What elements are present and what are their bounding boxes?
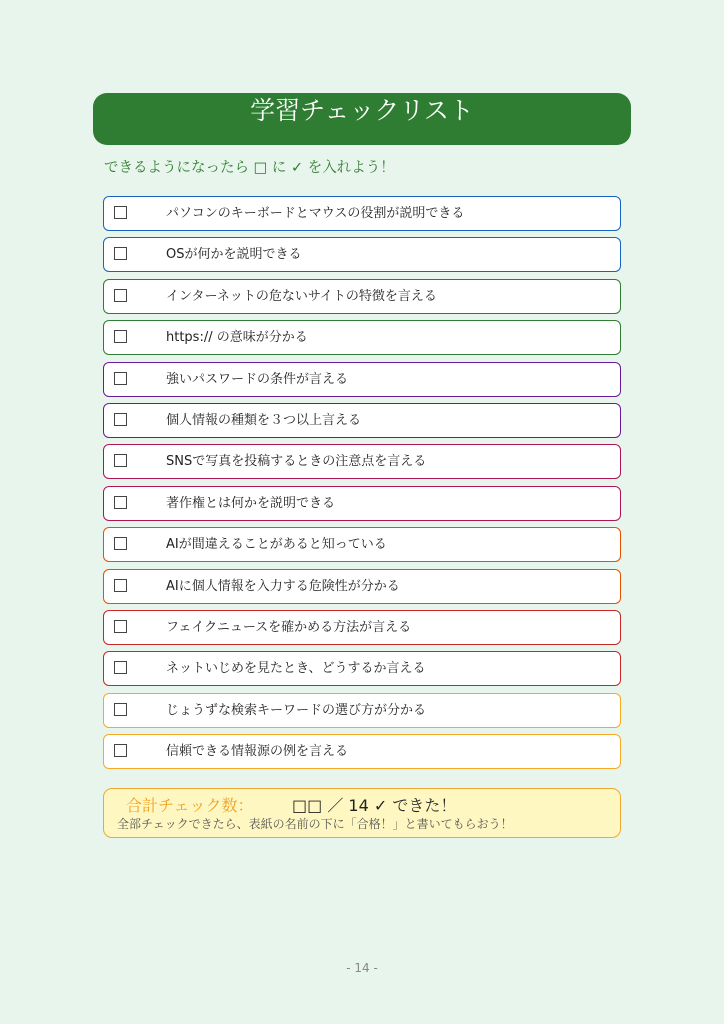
checklist-item-label: 強いパスワードの条件が言える (166, 371, 349, 387)
checkbox[interactable] (114, 454, 127, 467)
checklist-item (103, 196, 621, 231)
checklist-item-label: AIが間違えることがあると知っている (166, 537, 387, 553)
checklist-item-label: OSが何かを説明できる (166, 247, 302, 263)
checkbox[interactable] (114, 206, 127, 219)
checklist-item (103, 237, 621, 272)
checkbox[interactable] (114, 579, 127, 592)
checklist-item-label: フェイクニュースを確かめる方法が言える (166, 619, 412, 635)
checklist-item-label: パソコンのキーボードとマウスの役割が説明できる (166, 206, 465, 221)
checkbox[interactable] (114, 372, 127, 385)
checklist-item (103, 444, 621, 479)
checklist-item (103, 651, 621, 686)
page-number: - 14 - (346, 961, 378, 975)
total-box (103, 788, 621, 838)
checkbox[interactable] (114, 620, 127, 633)
checkbox[interactable] (114, 496, 127, 509)
checkbox[interactable] (114, 289, 127, 302)
total-note: 全部チェックできたら、表紙の名前の下に「合格！」と書いてもらおう！ (117, 817, 513, 831)
checkbox[interactable] (114, 330, 127, 343)
checklist-item (103, 610, 621, 645)
checklist-item (103, 279, 621, 314)
checkbox[interactable] (114, 247, 127, 260)
checkbox[interactable] (114, 744, 127, 757)
checklist-title: 学習チェックリスト (93, 93, 631, 145)
checklist (103, 196, 621, 775)
checklist-item (103, 320, 621, 355)
checklist-item (103, 734, 621, 769)
checklist-item (103, 362, 621, 397)
total-count: □□ ／ 14 ✓ できた！ (292, 796, 457, 815)
checklist-item (103, 693, 621, 728)
checkbox[interactable] (114, 703, 127, 716)
checklist-item-label: 著作権とは何かを説明できる (166, 495, 336, 511)
checklist-item (103, 403, 621, 438)
checklist-item-label: インターネットの危ないサイトの特徴を言える (166, 288, 437, 304)
checklist-item-label: https:// の意味が分かる (166, 330, 308, 346)
checklist-item (103, 486, 621, 521)
checkbox[interactable] (114, 413, 127, 426)
checklist-item-label: SNSで写真を投稿するときの注意点を言える (166, 454, 427, 470)
checklist-item-label: じょうずな検索キーワードの選び方が分かる (166, 702, 427, 718)
checkbox[interactable] (114, 537, 127, 550)
checkbox[interactable] (114, 661, 127, 674)
checklist-item (103, 569, 621, 604)
checklist-item (103, 527, 621, 562)
checklist-item-label: 個人情報の種類を３つ以上言える (166, 412, 362, 428)
checklist-item-label: AIに個人情報を入力する危険性が分かる (166, 578, 400, 594)
checklist-item-label: 信頼できる情報源の例を言える (166, 744, 349, 760)
checklist-item-label: ネットいじめを見たとき、どうするか言える (166, 661, 426, 677)
total-label: 合計チェック数： (126, 796, 254, 815)
instruction-text: できるようになったら □ に ✓ を入れよう！ (104, 160, 395, 176)
